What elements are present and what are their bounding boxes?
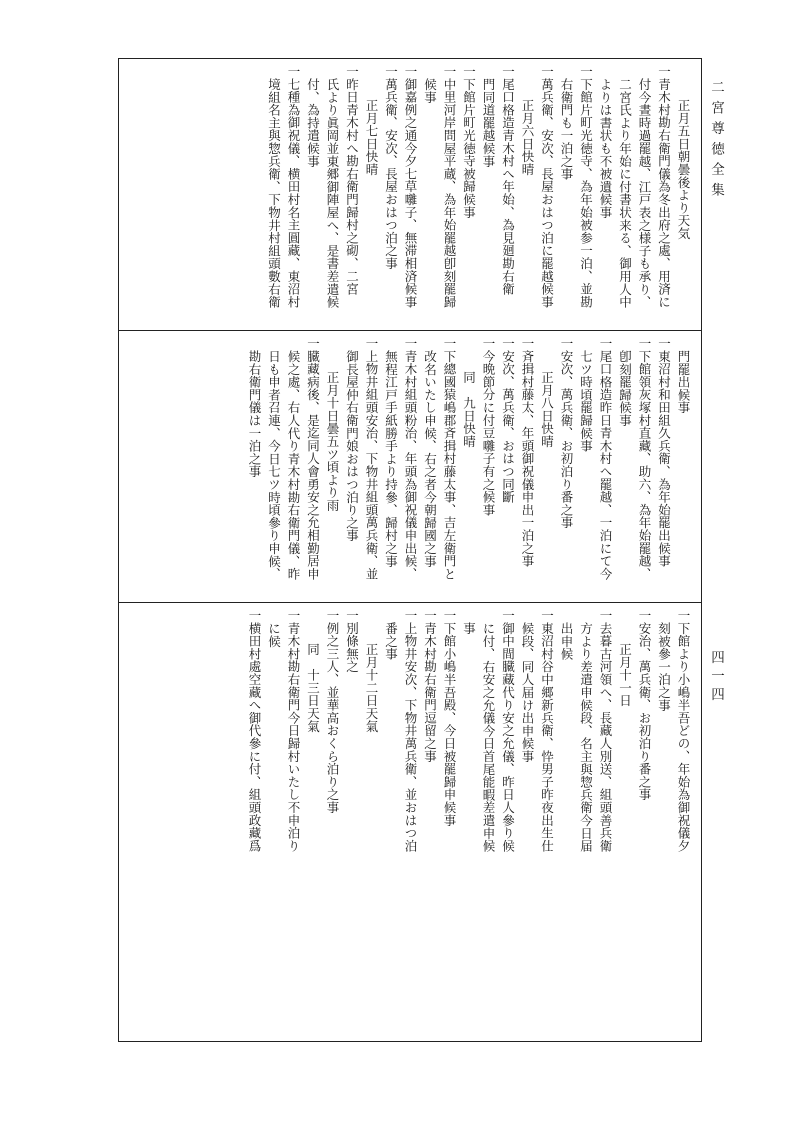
text-column: 一青木村組頭粉治、年頭為御祝儀申出候、 — [403, 337, 418, 581]
text-column: 事 — [461, 622, 477, 635]
text-column: 番之事 — [383, 622, 399, 661]
text-column: 一今晩節分に付豆囃子有之候事 — [481, 337, 496, 517]
text-column: 右衛門も一泊之事 — [559, 78, 574, 181]
text-column: 一安治、萬兵衛、お初泊り番之事 — [637, 609, 652, 801]
text-column: 一臓藏病後、是迄同人會勇安之允相勤居申 — [305, 337, 321, 581]
text-column: に候 — [266, 622, 282, 648]
text-column: 境組名主與惣兵衛、下物井村組頭數右衛 — [266, 78, 282, 309]
text-column: 一七種為御祝儀、横田村名主圓藏、東沼村 — [286, 65, 301, 309]
tier-top — [119, 59, 701, 331]
text-column: 一青木村勘右衛門儀為冬出府之處、用済に — [656, 65, 672, 309]
text-column: 一萬兵衛、安次、長屋おはつ泊に罷越候事 — [539, 65, 555, 309]
date-heading: 正月十日曇五ツ頃より雨 — [325, 371, 340, 512]
text-column: 方より差遣申候段、名主與惣兵衛今日届 — [578, 622, 594, 853]
text-column: 一下館より小嶋半吾どの、年始為御祝儀夕 — [676, 609, 691, 853]
text-column: 改名いたし申候、右之者今朝歸國之事 — [422, 350, 438, 568]
text-column: に付、右安之允儀今日首尾能暇差遣申候 — [481, 622, 496, 853]
text-column: 一昨日青木村へ勘右衛門歸村之砌、二宮 — [344, 65, 360, 296]
book-title: 二宮尊徳全集 — [708, 80, 724, 203]
text-column: 一尾口格造昨日青木村へ罷越、一泊にて今 — [598, 337, 613, 581]
date-heading: 同 九日快晴 — [461, 371, 477, 448]
tier-middle — [119, 331, 701, 603]
text-column: 出申候 — [559, 622, 574, 661]
text-column: 一東沼村谷中郷新兵衛、忰男子昨夜出生仕 — [539, 609, 555, 853]
text-column: 一中里河岸問屋平蔵、為年始罷越卽刻罷歸 — [442, 65, 457, 309]
text-column: 一下館小嶋半吾殿、今日被罷歸申候事 — [442, 609, 457, 827]
date-heading: 同 十三日天氣 — [305, 643, 321, 733]
date-heading: 正月十二日天氣 — [364, 643, 379, 733]
text-column: 御長屋仲右衛門娘おはつ泊り之事 — [344, 350, 360, 542]
text-column: 門罷出候事 — [676, 350, 691, 414]
date-heading: 正月七日快晴 — [364, 99, 379, 176]
text-column: 七ツ時頃罷歸候事 — [578, 350, 594, 453]
text-column: 一安次、萬兵衛、おはつ同斷 — [500, 337, 516, 504]
text-column: 一斉揖村藤太、年頭御祝儀申出一泊之事 — [520, 337, 535, 568]
text-column: 日も申者召連、今日七ツ時頃參り申候、 — [266, 350, 282, 581]
text-column: 氏より眞岡並東郷御陣屋へ、是書差遣候 — [325, 78, 340, 309]
text-column: 一上物井安次、下物井萬兵衛、並おはつ泊 — [403, 609, 418, 853]
tier-bottom — [119, 603, 701, 875]
text-column: 勘右衛門儀は一泊之事 — [247, 350, 262, 478]
text-column: 候事 — [422, 78, 438, 104]
text-column: 一例之三人、並華高おくら泊り之事 — [325, 609, 340, 814]
text-column: 一下館片町光徳寺被歸候事 — [461, 65, 477, 219]
text-column: 卽刻罷歸候事 — [617, 350, 633, 427]
text-column: 候之處、右人代り青木村勘右衛門儀、昨 — [286, 350, 301, 581]
text-column: 一下總國猿嶋郡斉揖村藤太事、吉左衛門と — [442, 337, 457, 581]
text-column: 一萬兵衛、安次、長屋おはつ泊之事 — [383, 65, 399, 270]
text-column: 一東沼村和田組久兵衛、為年始罷出候事 — [656, 337, 672, 568]
date-heading: 正月八日快晴 — [539, 371, 555, 448]
text-column: 門同道罷越候事 — [481, 78, 496, 168]
text-column: 候段、同人届け出申候事 — [520, 622, 535, 763]
page-frame — [118, 58, 702, 1042]
text-column: 一尾口格造青木村へ年始、為見廻勘右衛 — [500, 65, 516, 296]
text-column: 一御中間臓藏代り安之允儀、昨日人參り候 — [500, 609, 516, 853]
text-column: よりは書状も不被遺候事 — [598, 78, 613, 219]
text-column: 一別條無之 — [344, 609, 360, 673]
text-column: 一青木村勘右衛門逗留之事 — [422, 609, 438, 763]
date-heading: 正月五日朝曇後より天気 — [676, 99, 691, 240]
text-column: 一御嘉例之通今夕七草囃子、無滞相済候事 — [403, 65, 418, 309]
text-column: 一下館片町光徳寺、為年始被参一泊、並勘 — [578, 65, 594, 309]
text-column: 一下館領灰塚村直藏、助六、為年始罷越、 — [637, 337, 652, 581]
text-column: 刻被參一泊之事 — [656, 622, 672, 712]
text-column: 二宮氏より年始に付書状来る、御用人中 — [617, 78, 633, 309]
text-column: 一去暮古河領へ、長藏人別送、組頭善兵衛 — [598, 609, 613, 853]
text-column: 一安次、萬兵衛、お初泊り番之事 — [559, 337, 574, 529]
text-column: 一横田村處空藏へ御代參に付、組頭政藏爲 — [247, 609, 262, 853]
text-column: 付、為持遣候事 — [305, 78, 321, 168]
text-column: 無程江戸手紙勝手より持參、歸村之事 — [383, 350, 399, 568]
text-column: 一上物井組頭安治、下物井組頭萬兵衛、並 — [364, 337, 379, 581]
text-column: 付今晝時過罷越、江戸表之様子も承り、 — [637, 78, 652, 309]
date-heading: 正月十一日 — [617, 643, 633, 707]
text-column: 一青木村勘右衛門今日歸村いたし不申泊り — [286, 609, 301, 853]
date-heading: 正月六日快晴 — [520, 99, 535, 176]
page-number: 四一四 — [708, 650, 724, 706]
